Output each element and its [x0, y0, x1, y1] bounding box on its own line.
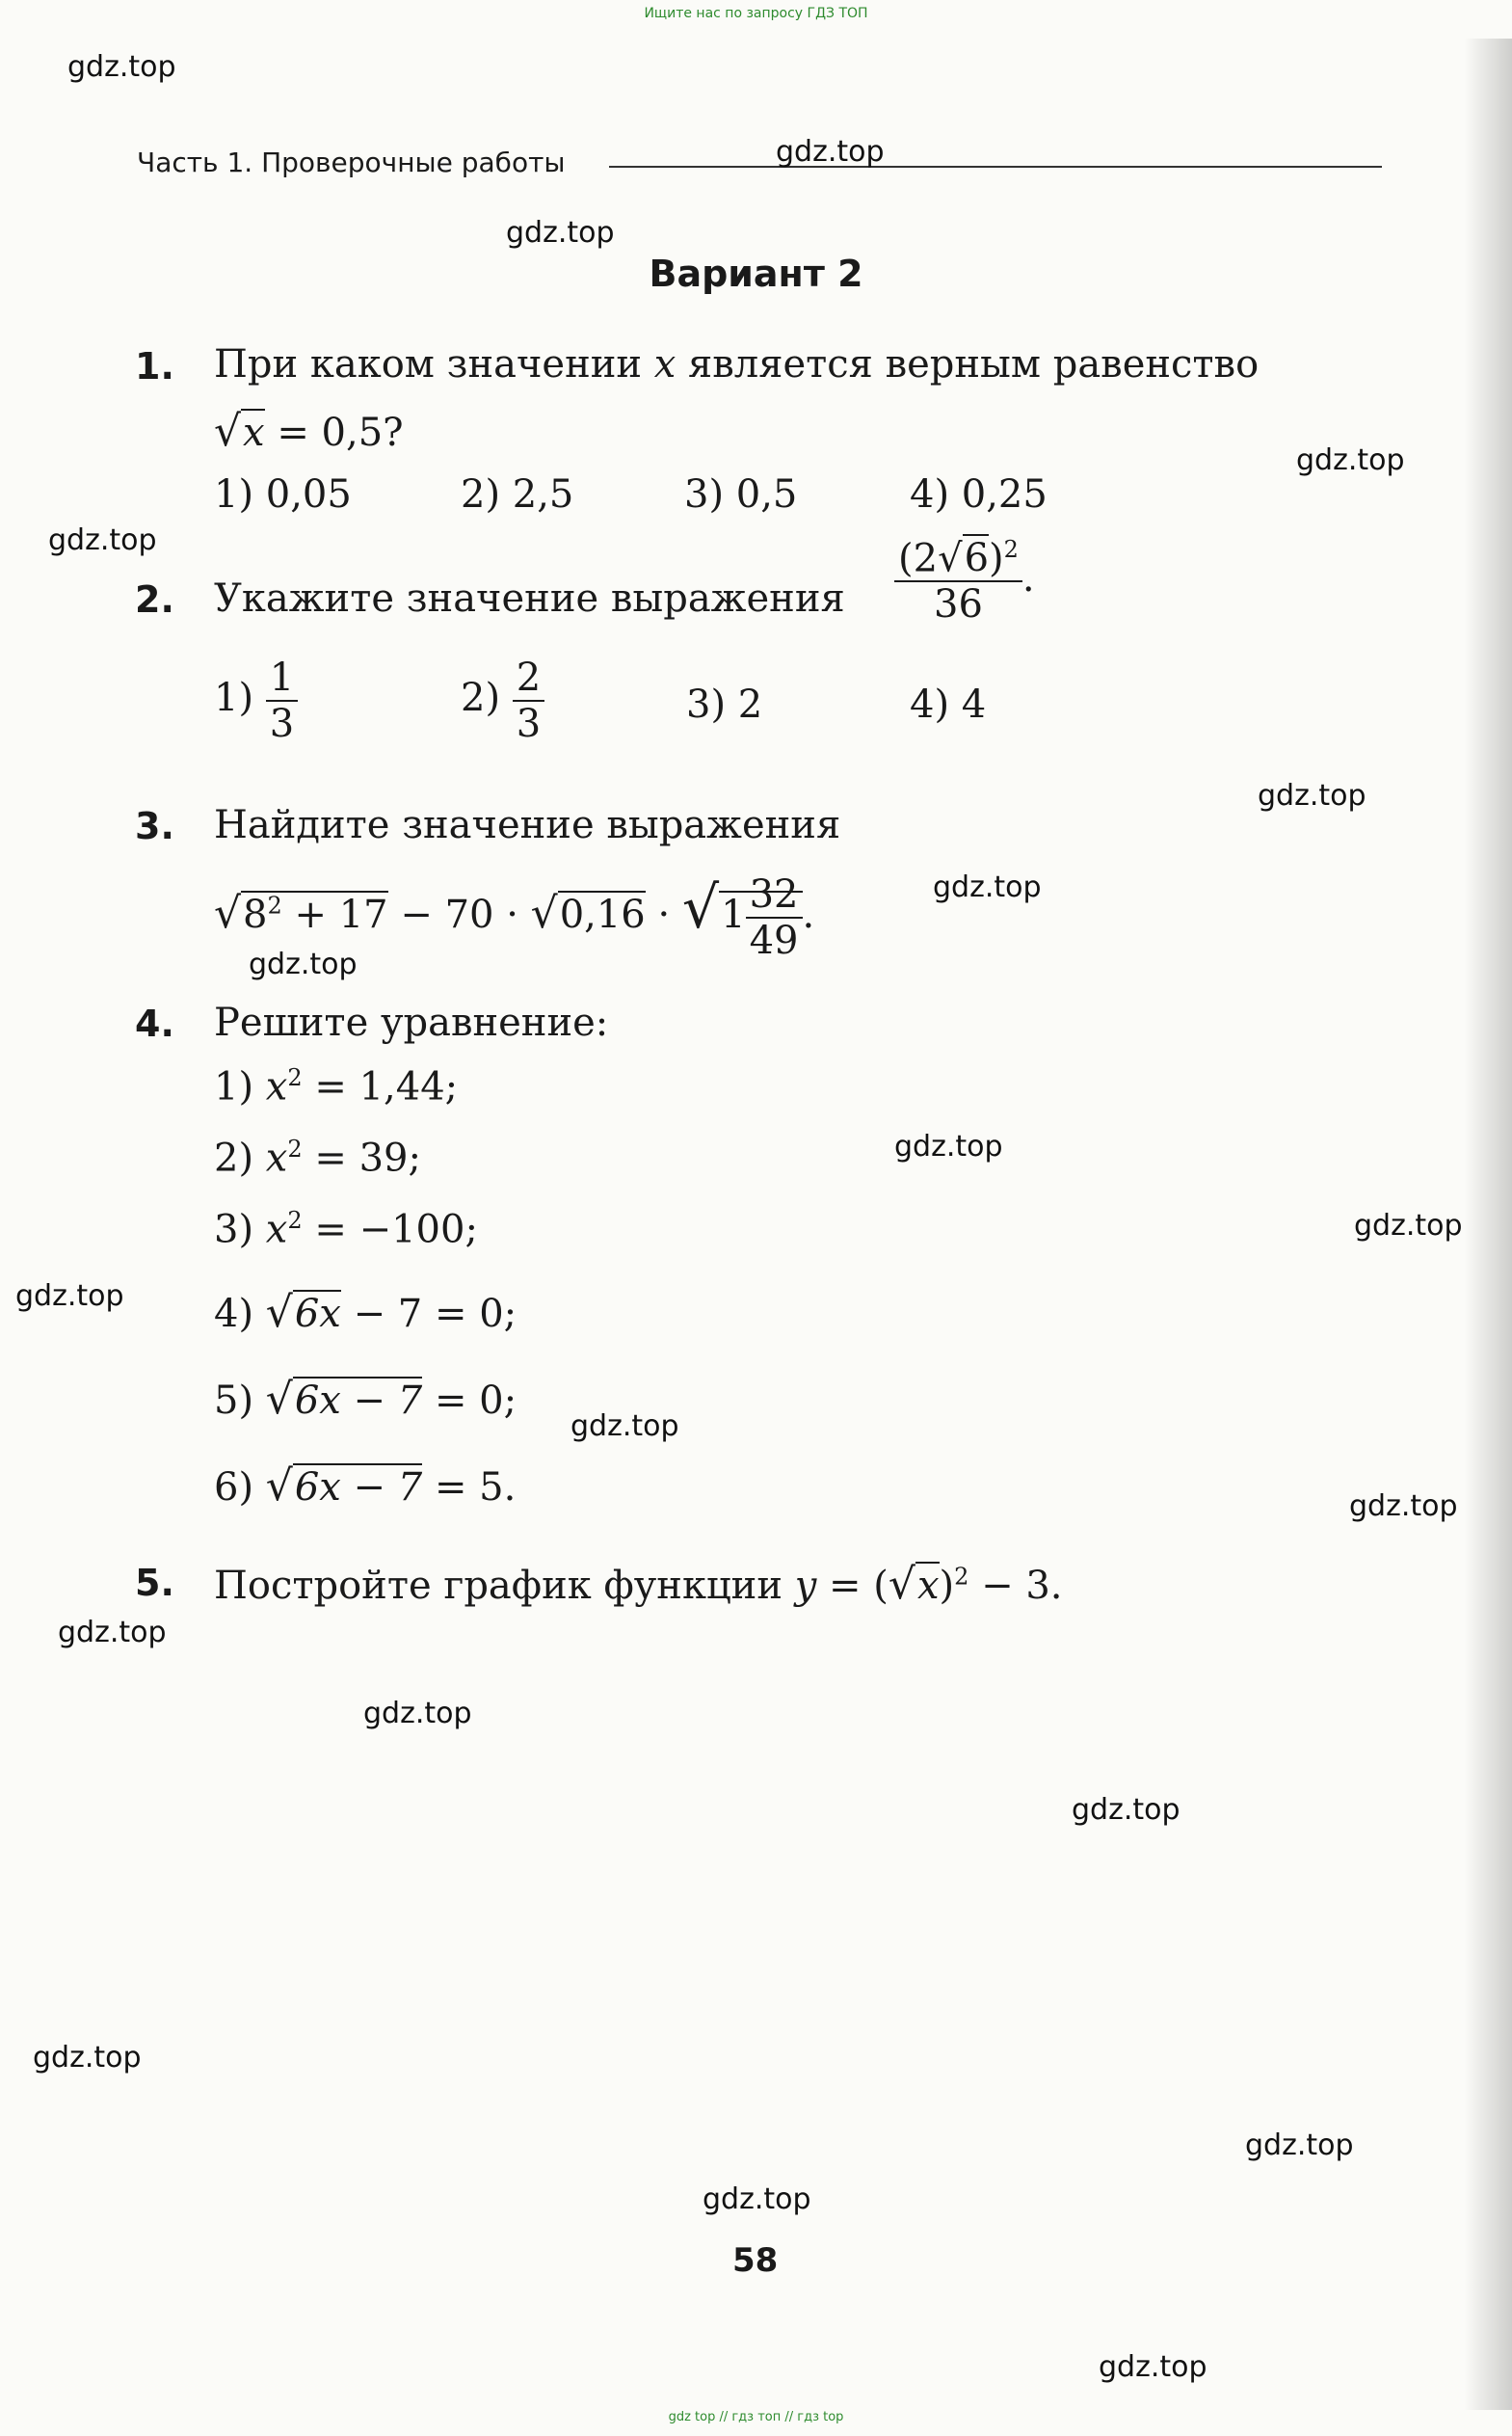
task-1-answer-1: 1) 0,05	[214, 472, 352, 517]
task-1-number: 1.	[135, 345, 174, 388]
watermark: gdz.top	[703, 2182, 811, 2216]
watermark: gdz.top	[776, 135, 885, 169]
task-1-text: При каком значении x является верным равенство	[214, 342, 1260, 387]
task-3-expression: $√8^2 + 17 - 70 \cdot √0,16 \cdot √1$ $\frac{32}{49}$ .	[214, 872, 815, 963]
task-2-number: 2.	[135, 578, 174, 621]
task-4-eq-6: 6) √6x − 7 = 5.	[214, 1461, 517, 1511]
watermark: gdz.top	[1072, 1793, 1180, 1827]
page-edge-shadow	[1464, 39, 1512, 2410]
task-3-number: 3.	[135, 805, 174, 847]
watermark: gdz.top	[1296, 443, 1405, 477]
watermark: gdz.top	[363, 1697, 472, 1730]
watermark: gdz.top	[48, 523, 157, 557]
watermark: gdz.top	[933, 870, 1042, 904]
bottom-banner: gdz top // гдз топ // гдз top	[668, 2410, 844, 2424]
task-2-answer-4: 4) 4	[910, 683, 987, 727]
task-4-eq-2: 2) $x^2 = 39$;	[214, 1136, 421, 1181]
task-4-eq-3: 3) $x^2 = -100$;	[214, 1207, 478, 1252]
task-2-answer-2: 2) $\frac{2}{3}$	[461, 656, 544, 746]
watermark: gdz.top	[15, 1279, 124, 1313]
watermark: gdz.top	[1354, 1209, 1463, 1243]
watermark: gdz.top	[1258, 779, 1366, 813]
task-5-text: Постройте график функции $y = (√x)^2 - 3$.	[214, 1560, 1063, 1609]
watermark: gdz.top	[1245, 2128, 1354, 2162]
watermark: gdz.top	[894, 1130, 1003, 1164]
task-4-eq-5: 5) √6x − 7 = 0;	[214, 1375, 517, 1424]
task-1-answer-4: 4) 0,25	[910, 472, 1048, 517]
watermark: gdz.top	[58, 1616, 167, 1649]
task-4-number: 4.	[135, 1003, 174, 1045]
task-5-number: 5.	[135, 1562, 174, 1604]
task-1-equation: √x = 0,5?	[214, 407, 404, 456]
watermark: gdz.top	[67, 50, 176, 84]
watermark: gdz.top	[1099, 2350, 1207, 2384]
task-4-eq-4: 4) √6x − 7 = 0;	[214, 1288, 517, 1337]
section-header: Часть 1. Проверочные работы	[137, 147, 566, 178]
watermark: gdz.top	[570, 1409, 679, 1443]
task-4-eq-1: 1) $x^2 = 1,44$;	[214, 1064, 459, 1110]
task-1-answer-2: 2) 2,5	[461, 472, 574, 517]
watermark: gdz.top	[33, 2041, 142, 2075]
task-2-fraction: $\frac{(2√6)^2}{36}$ .	[894, 536, 1035, 627]
variant-title: Вариант 2	[649, 253, 863, 295]
page-number: 58	[732, 2241, 779, 2280]
top-banner: Ищите нас по запросу ГДЗ ТОП	[644, 6, 868, 21]
watermark: gdz.top	[506, 216, 615, 250]
task-2-answer-1: 1) $\frac{1}{3}$	[214, 656, 298, 746]
task-2-answer-3: 3) 2	[686, 683, 763, 727]
task-2-text: Укажите значение выражения	[214, 576, 845, 621]
watermark: gdz.top	[249, 948, 358, 981]
task-4-text: Решите уравнение:	[214, 1001, 609, 1045]
watermark: gdz.top	[1349, 1489, 1458, 1523]
task-1-answer-3: 3) 0,5	[684, 472, 798, 517]
task-3-text: Найдите значение выражения	[214, 803, 841, 847]
header-rule	[609, 166, 1382, 168]
